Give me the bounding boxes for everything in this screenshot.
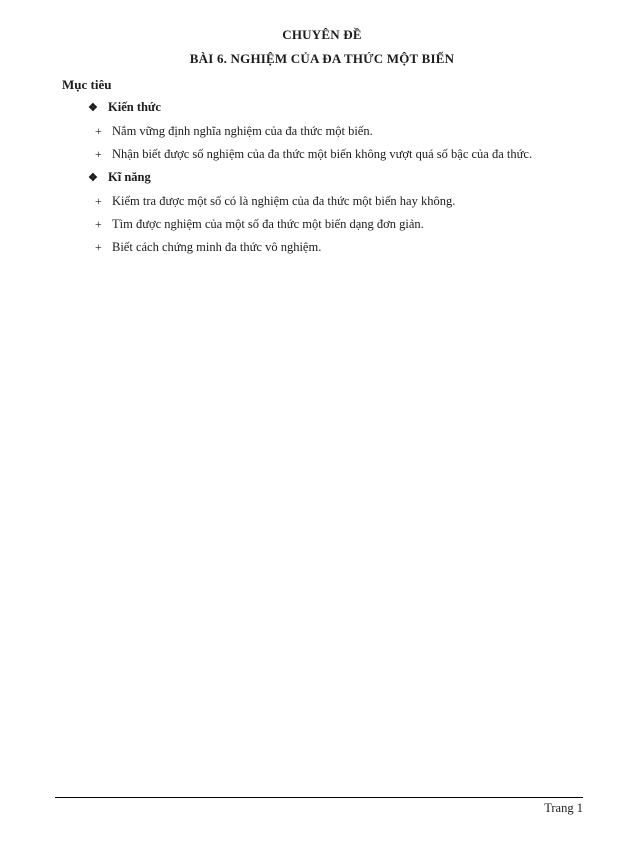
list-item-text: Biết cách chứng minh đa thức vô nghiệm.	[112, 240, 322, 254]
list-item	[95, 124, 582, 138]
list-item	[95, 240, 582, 254]
list-item	[95, 147, 582, 161]
plus-bullet-icon: +	[95, 217, 102, 231]
diamond-bullet-icon: ❖	[88, 102, 98, 114]
page-number: Trang 1	[544, 801, 583, 815]
list-item-text: Nắm vững định nghĩa nghiệm của đa thức một biến.	[112, 124, 373, 138]
page-footer	[55, 797, 583, 815]
section-heading-label: Kĩ năng	[108, 170, 151, 184]
list-item-text: Nhận biết được số nghiệm của đa thức một biến không vượt quá số bậc của đa thức.	[112, 147, 533, 161]
list-item	[95, 217, 582, 231]
objectives-heading: Mục tiêu	[62, 77, 112, 92]
document-title: CHUYÊN ĐỀ	[282, 27, 362, 42]
list-item-text: Tìm được nghiệm của một số đa thức một biến dạng đơn giản.	[112, 217, 424, 231]
plus-bullet-icon: +	[95, 194, 102, 208]
section-heading-skills	[88, 170, 582, 185]
plus-bullet-icon: +	[95, 240, 102, 254]
list-item	[95, 194, 582, 208]
document-content	[0, 0, 638, 254]
document-subtitle: BÀI 6. NGHIỆM CỦA ĐA THỨC MỘT BIẾN	[189, 51, 455, 66]
plus-bullet-icon: +	[95, 147, 102, 161]
plus-bullet-icon: +	[95, 124, 102, 138]
list-item-text: Kiểm tra được một số có là nghiệm của đa thức một biến hay không.	[112, 194, 456, 208]
section-heading-knowledge	[88, 100, 582, 115]
diamond-bullet-icon: ❖	[88, 172, 98, 184]
section-heading-label: Kiến thức	[108, 100, 161, 114]
